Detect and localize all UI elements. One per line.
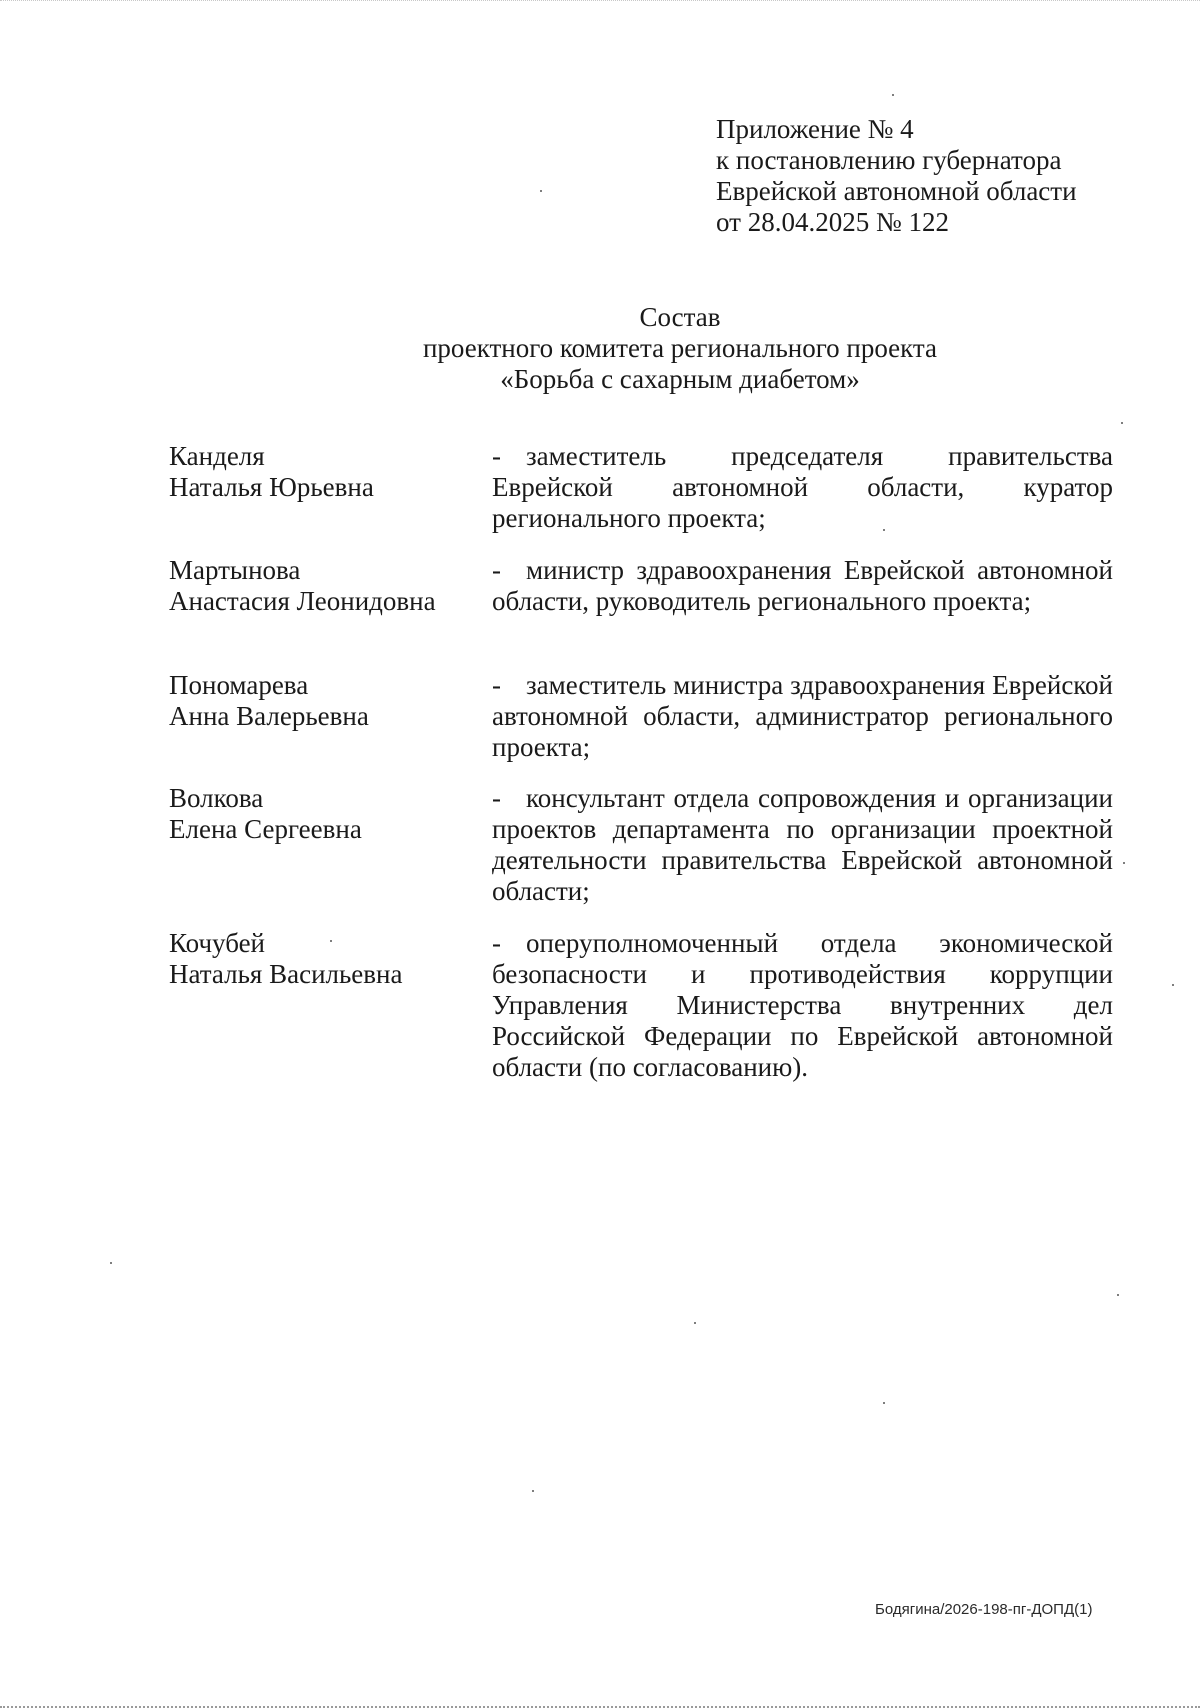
scan-speck xyxy=(883,1402,885,1404)
scan-speck xyxy=(892,94,894,96)
member-role-text: заместитель председателя правительства Еврейской автономной области, куратор регионального проекта; xyxy=(492,441,1113,533)
member-role-text: министр здравоохранения Еврейской автономной области, руководитель регионального проекта; xyxy=(492,555,1113,616)
role-dash: - xyxy=(492,555,501,585)
role-dash: - xyxy=(492,783,501,813)
member-given-names: Анастасия Леонидовна xyxy=(169,586,436,616)
title-line-3: «Борьба с сахарным диабетом» xyxy=(500,364,860,394)
member-surname: Канделя xyxy=(169,441,265,471)
appendix-reference: к постановлению губернатора xyxy=(716,145,1062,175)
member-role-text: консультант отдела сопровождения и организации проектов департамента по организации проектной деятельности правительства Еврейской автономной области; xyxy=(492,783,1113,906)
member-surname: Волкова xyxy=(169,783,264,813)
member-surname: Пономарева xyxy=(169,670,309,700)
member-given-names: Наталья Васильевна xyxy=(169,959,403,989)
member-role xyxy=(492,928,1113,1083)
member-role-text: оперуполномоченный отдела экономической безопасности и противодействия коррупции Управления Министерства внутренних дел Российской Федерации по Еврейской автономной области (по согласованию). xyxy=(492,928,1113,1082)
scan-edge-bottom xyxy=(0,1692,1200,1708)
scan-speck xyxy=(694,1322,696,1324)
document-code: Бодягина/2026-198-пг-ДОПД(1) xyxy=(875,1601,1093,1618)
member-role-text: заместитель министра здравоохранения Еврейской автономной области, администратор регионального проекта; xyxy=(492,670,1113,762)
role-dash: - xyxy=(492,928,501,958)
appendix-number: Приложение № 4 xyxy=(716,114,914,144)
member-role xyxy=(492,670,1113,763)
scan-speck xyxy=(532,1490,534,1492)
scan-speck xyxy=(110,1262,112,1264)
member-role xyxy=(492,783,1113,907)
member-surname: Мартынова xyxy=(169,555,301,585)
member-role xyxy=(492,441,1113,534)
appendix-region: Еврейской автономной области xyxy=(716,176,1077,206)
role-dash: - xyxy=(492,441,501,471)
appendix-header xyxy=(716,114,1077,238)
scan-speck xyxy=(1172,984,1174,986)
member-name xyxy=(169,928,469,990)
appendix-date-number: от 28.04.2025 № 122 xyxy=(716,207,949,237)
scan-edge-top xyxy=(0,0,1200,9)
title-line-2: проектного комитета регионального проекта xyxy=(422,333,938,363)
scan-speck xyxy=(540,190,542,192)
member-name xyxy=(169,670,469,732)
scan-speck xyxy=(1121,422,1123,424)
member-given-names: Наталья Юрьевна xyxy=(169,472,374,502)
member-given-names: Анна Валерьевна xyxy=(169,701,369,731)
title-line-1: Состав xyxy=(639,302,721,332)
member-given-names: Елена Сергеевна xyxy=(169,814,362,844)
member-surname: Кочубей xyxy=(169,928,266,958)
member-name xyxy=(169,555,469,617)
scan-speck xyxy=(883,529,885,531)
scan-speck xyxy=(1117,1294,1119,1296)
scan-speck xyxy=(330,940,332,942)
scan-speck xyxy=(1123,862,1125,864)
document-title xyxy=(0,302,1200,395)
member-role xyxy=(492,555,1113,617)
member-name xyxy=(169,441,469,503)
role-dash: - xyxy=(492,670,501,700)
member-name xyxy=(169,783,469,845)
